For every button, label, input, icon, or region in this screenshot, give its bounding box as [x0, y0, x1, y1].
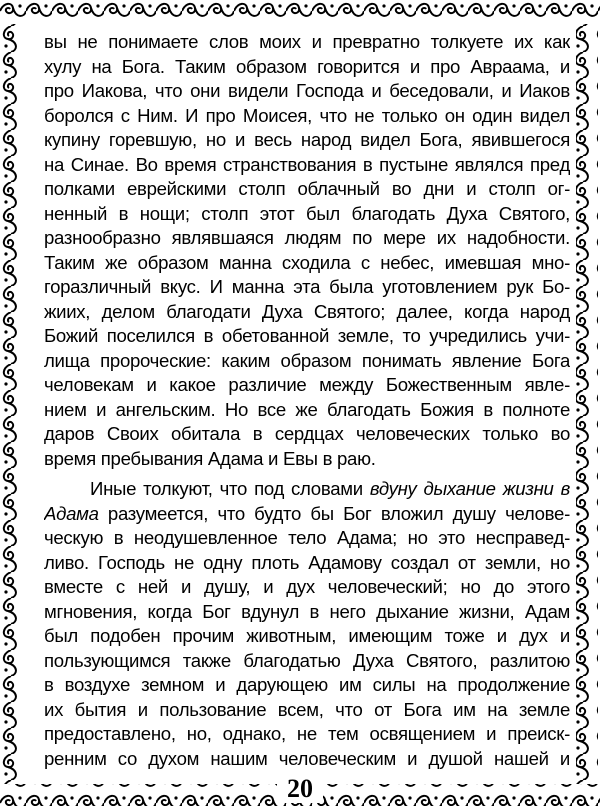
text-line: полками еврейскими столп облачный во дни и столп ог-: [44, 178, 570, 199]
text-line: про Иакова, что они видели Господа и беседовали, и Иаков: [44, 80, 570, 101]
text-line: человекам и какое различие между Божественным явле-: [44, 374, 570, 395]
text-line: [44, 477, 570, 502]
text-line: даров Своих обитала в сердцах человеческих только во: [44, 423, 570, 444]
text-line: ненный в нощи; столп этот был благодать Духа Святого,: [44, 202, 570, 224]
text-line: их бытия и пользование всем, что от Бога им на земле: [44, 698, 570, 720]
text-line: время пребывания Адама и Евы в раю.: [44, 447, 376, 469]
border-left: [2, 24, 24, 784]
text-line: нием и ангельским. Но все же благодать Божия в полноте: [44, 398, 570, 420]
border-top: [0, 2, 600, 24]
text-line: [44, 502, 570, 527]
text-line: предоставлено, но, однако, не тем освящением и преиск-: [44, 723, 570, 744]
text-line: был подобен прочим животным, имеющим тоже и дух и: [44, 625, 570, 646]
text-line: хулу на Бога. Таким образом говорится и про Авраама, и: [44, 55, 570, 77]
page-number: [0, 774, 600, 804]
text-line: мгновения, когда Бог вдунул в него дыхание жизни, Адам: [44, 600, 570, 622]
text-line: ренним со духом нашим человеческим и душой нашей и: [44, 747, 570, 769]
text-line: на Синае. Во время странствования в пустыне являлся пред: [44, 153, 570, 175]
italic-quote: вдуну дыхание жизни в: [369, 478, 570, 499]
text-line: Таким же образом манна сходила с небес, имевшая мно-: [44, 251, 570, 273]
paragraph-1: [44, 30, 570, 471]
border-right: [576, 24, 598, 784]
page-number-text: 20: [277, 774, 323, 803]
text-run: Иные толкуют, что под словами: [90, 478, 370, 499]
paragraph-2: [44, 477, 570, 771]
italic-quote: Адама: [44, 502, 99, 524]
text-line: жиих, делом благодати Духа Святого; далее, когда народ: [44, 300, 570, 322]
text-line: горазличный вкус. И манна эта была уготовлением рук Бо-: [44, 276, 570, 297]
text-line: лища пророческие: каким образом понимать явление Бога: [44, 349, 570, 371]
text-line: купину горевшую, но и весь народ видел Бога, явившегося: [44, 129, 570, 150]
text-line: Божий поселился в обетованной земле, то учредились учи-: [44, 325, 570, 346]
text-line: вместе с ней и душу, и дух человеческий; но до этого: [44, 576, 570, 597]
text-line: в воздухе земном и дарующею им силы на продолжение: [44, 674, 570, 695]
text-line: ческую в неодушевленное тело Адама; но это несправед-: [44, 527, 570, 548]
text-line: боролся с Ним. И про Моисея, что не только он один видел: [44, 104, 570, 126]
text-line: пользующимся также благодатью Духа Святого, разлитою: [44, 649, 570, 671]
text-line: вы не понимаете слов моих и превратно толкуете их как: [44, 31, 570, 52]
text-line: разнообразно являвшаяся людям по мере их надобности.: [44, 227, 570, 248]
text-line: ливо. Господь не одну плоть Адамову создал от земли, но: [44, 551, 570, 573]
text-run: разумеется, что будто бы Бог вложил душу челове-: [98, 502, 570, 524]
page-body: [44, 30, 570, 772]
